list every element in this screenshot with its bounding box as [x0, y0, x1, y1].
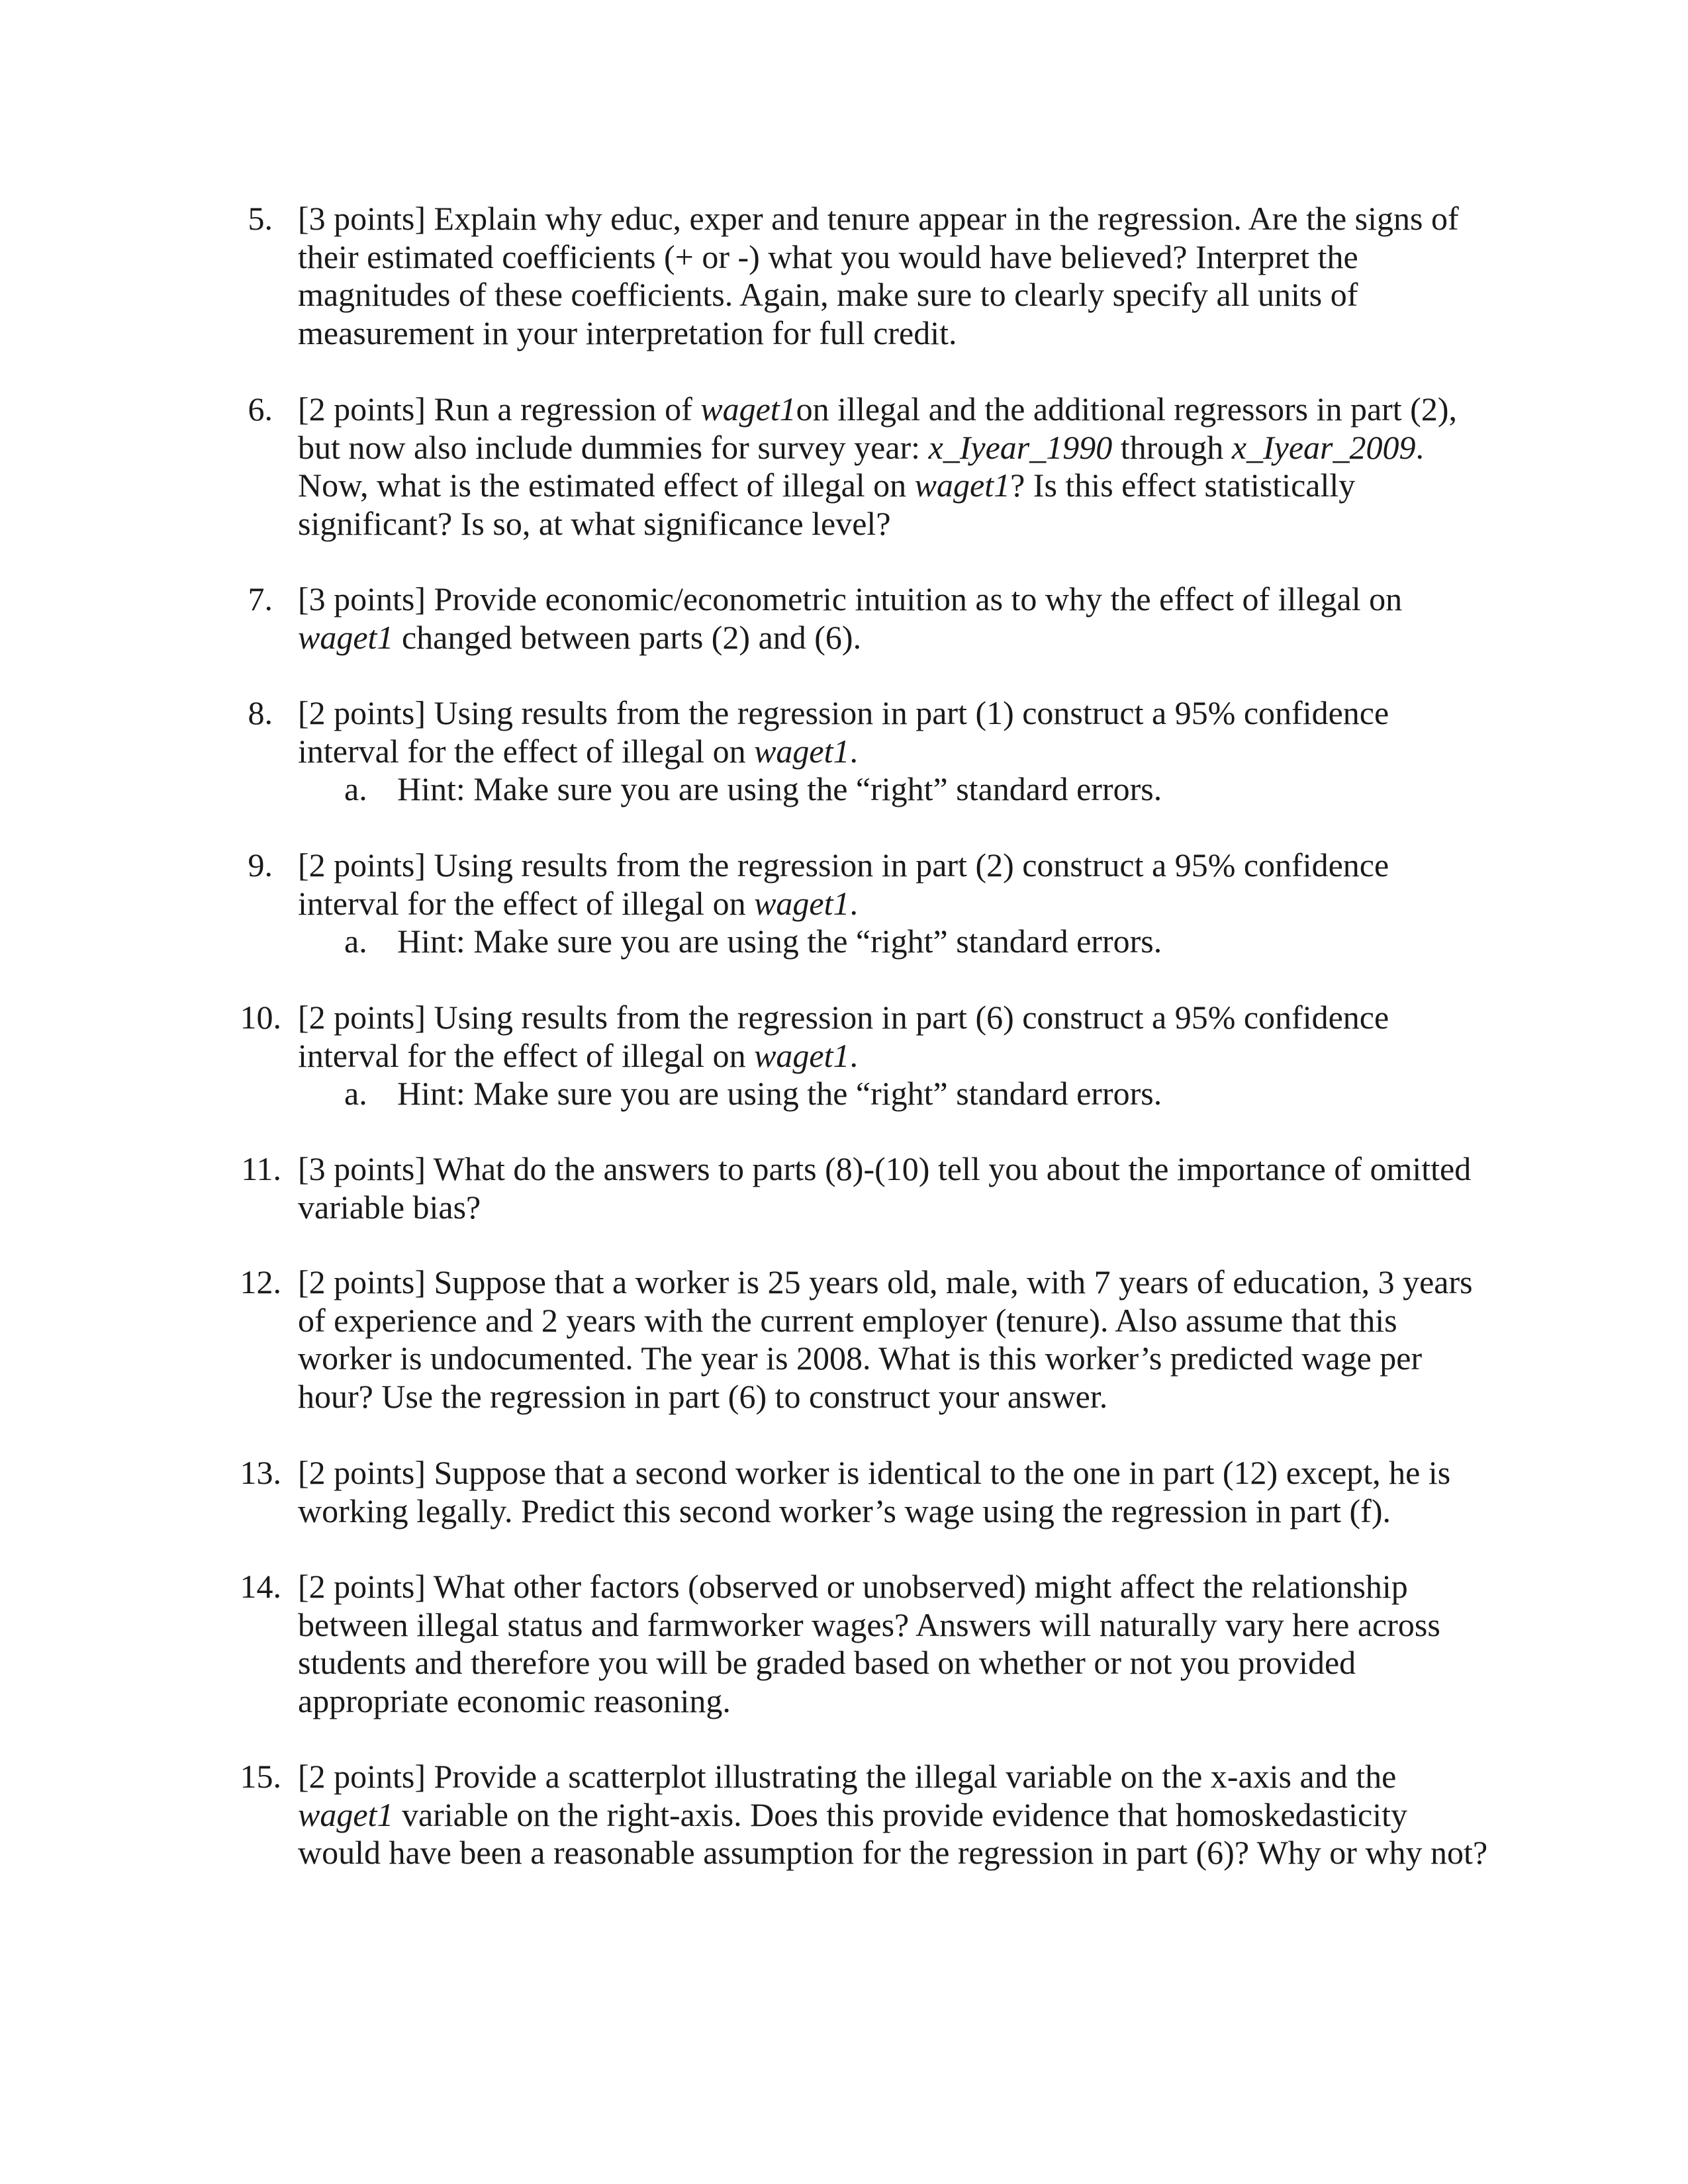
sub-item — [298, 923, 1509, 961]
question-number: 11. — [241, 1150, 281, 1187]
text-run: . — [849, 884, 858, 922]
question-line: between illegal status and farmworker wages? Answers will naturally vary here across — [298, 1606, 1440, 1643]
question-text — [298, 1263, 1509, 1416]
text-run: through — [1112, 428, 1232, 466]
variable-name: waget1 — [700, 390, 796, 428]
sub-item-label: a. — [344, 1075, 367, 1112]
question-text — [298, 200, 1509, 352]
sub-item — [298, 770, 1509, 809]
text-run: but now also include dummies for survey year: — [298, 428, 929, 466]
question-line — [298, 429, 1509, 467]
question-line — [298, 390, 1509, 429]
text-run: interval for the effect of illegal on — [298, 884, 755, 922]
question-number: 7. — [248, 580, 273, 617]
question-number: 5. — [248, 200, 273, 237]
text-run: changed between parts (2) and (6). — [393, 618, 862, 656]
question-line — [298, 885, 1509, 923]
question-text — [298, 1454, 1509, 1530]
text-run: Now, what is the estimated effect of illegal on — [298, 467, 915, 504]
text-run: ? Is this effect statistically — [1010, 467, 1356, 504]
question-line: worker is undocumented. The year is 2008. What is this worker’s predicted wage per — [298, 1340, 1423, 1377]
question-number: 9. — [248, 846, 273, 884]
variable-name: waget1 — [754, 732, 850, 770]
question-text — [298, 1758, 1509, 1872]
question-number: 14. — [240, 1568, 281, 1605]
question-number: 6. — [248, 390, 273, 428]
variable-name: x_Iyear_2009 — [1231, 428, 1416, 466]
sub-item — [298, 1075, 1509, 1113]
question-line: [3 points] What do the answers to parts (8)-(10) tell you about the importance of omitted — [298, 1150, 1472, 1187]
text-run: . — [849, 732, 858, 770]
text-run: interval for the effect of illegal on — [298, 1036, 755, 1074]
variable-name: x_Iyear_1990 — [928, 428, 1113, 466]
text-run: [2 points] Run a regression of — [298, 390, 701, 428]
text-run: . — [1415, 428, 1424, 466]
variable-name: waget1 — [298, 618, 394, 656]
question-line: hour? Use the regression in part (6) to construct your answer. — [298, 1377, 1108, 1415]
question-number: 15. — [240, 1758, 281, 1795]
question-line: [2 points] Provide a scatterplot illustrating the illegal variable on the x-axis and the — [298, 1758, 1397, 1795]
question-text — [298, 999, 1509, 1113]
variable-name: waget1 — [298, 1796, 394, 1833]
question-line: of experience and 2 years with the current employer (tenure). Also assume that this — [298, 1301, 1397, 1339]
question-number: 10. — [240, 999, 281, 1036]
question-text — [298, 846, 1509, 961]
sub-item-text: Hint: Make sure you are using the “right” standard errors. — [397, 1075, 1162, 1112]
question-line — [298, 1037, 1509, 1075]
question-line: their estimated coefficients (+ or -) what you would have believed? Interpret the — [298, 238, 1358, 275]
question-text — [298, 1568, 1509, 1720]
text-run: interval for the effect of illegal on — [298, 732, 755, 770]
question-line: would have been a reasonable assumption for the regression in part (6)? Why or why not? — [298, 1834, 1488, 1871]
variable-name: waget1 — [914, 467, 1011, 504]
question-line: [3 points] Explain why educ, exper and tenure appear in the regression. Are the signs of — [298, 200, 1459, 237]
question-line: magnitudes of these coefficients. Again, make sure to clearly specify all units of — [298, 276, 1358, 313]
question-text — [298, 694, 1509, 809]
variable-name: waget1 — [754, 1036, 850, 1074]
text-run: . — [849, 1036, 858, 1074]
question-line: significant? Is so, at what significance level? — [298, 504, 891, 542]
question-number: 8. — [248, 694, 273, 731]
question-text — [298, 1150, 1509, 1226]
text-run: on illegal and the additional regressors in part (2), — [796, 390, 1457, 428]
question-line: [2 points] Using results from the regression in part (2) construct a 95% confidence — [298, 846, 1389, 884]
question-line: [2 points] Using results from the regression in part (1) construct a 95% confidence — [298, 694, 1389, 731]
question-line — [298, 1796, 1509, 1835]
sub-item-text: Hint: Make sure you are using the “right” standard errors. — [397, 770, 1162, 807]
question-text — [298, 390, 1509, 543]
question-line: [2 points] Suppose that a worker is 25 years old, male, with 7 years of education, 3 years — [298, 1263, 1473, 1300]
question-line: appropriate economic reasoning. — [298, 1682, 731, 1719]
question-line: working legally. Predict this second worker’s wage using the regression in part (f). — [298, 1492, 1391, 1529]
question-line: [2 points] Using results from the regression in part (6) construct a 95% confidence — [298, 999, 1389, 1036]
sub-item-text: Hint: Make sure you are using the “right” standard errors. — [397, 923, 1162, 960]
question-text — [298, 580, 1509, 657]
question-line — [298, 733, 1509, 771]
question-line: students and therefore you will be graded based on whether or not you provided — [298, 1644, 1356, 1681]
sub-item-label: a. — [344, 923, 367, 960]
variable-name: waget1 — [754, 884, 850, 922]
question-number: 13. — [240, 1454, 281, 1491]
question-line — [298, 619, 1509, 657]
text-run: variable on the right-axis. Does this provide evidence that homoskedasticity — [393, 1796, 1407, 1833]
question-line: [2 points] What other factors (observed or unobserved) might affect the relationship — [298, 1568, 1408, 1605]
question-line: measurement in your interpretation for full credit. — [298, 314, 957, 351]
question-number: 12. — [240, 1263, 281, 1300]
question-line: [2 points] Suppose that a second worker is identical to the one in part (12) except, he is — [298, 1454, 1451, 1491]
sub-item-label: a. — [344, 770, 367, 807]
question-line — [298, 467, 1509, 505]
question-line: [3 points] Provide economic/econometric intuition as to why the effect of illegal on — [298, 580, 1403, 617]
question-line: variable bias? — [298, 1188, 481, 1226]
